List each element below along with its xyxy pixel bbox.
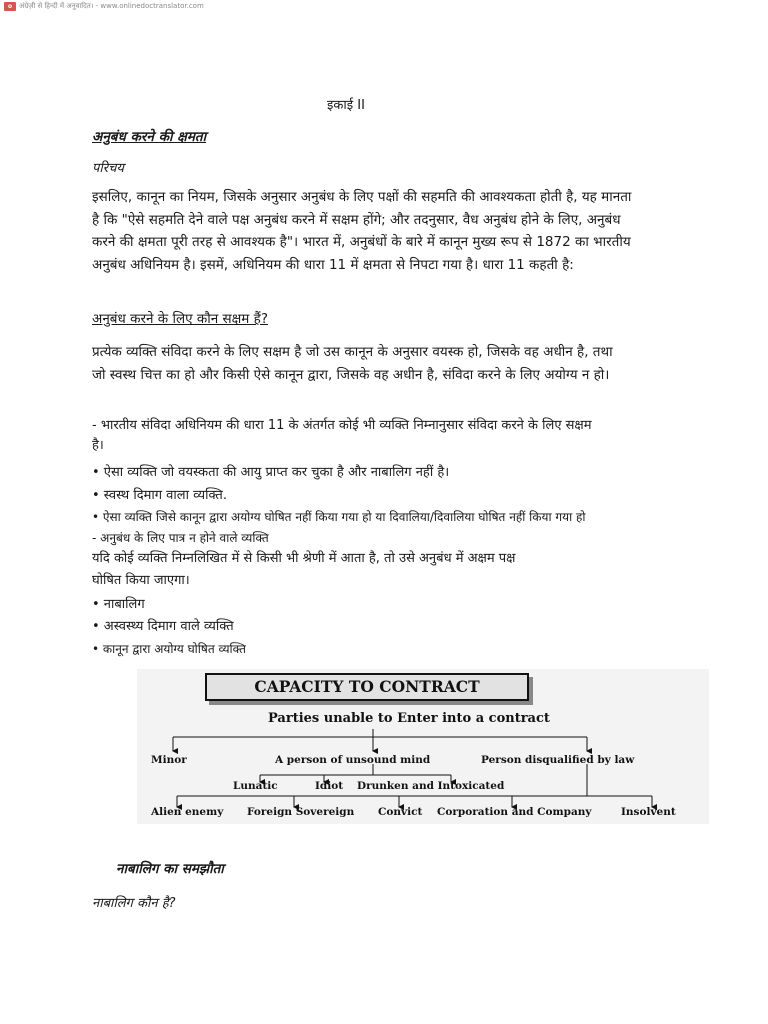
intro-line: है कि "ऐसे सहमति देने वाले पक्ष अनुबंध करने में सक्षम होंगे; और तदनुसार, वैध अनुबंध होने के लिए, अनुबंध: [92, 211, 621, 228]
banner-text: अंग्रेज़ी से हिन्दी में अनुवादित। - www.onlinedoctranslator.com: [19, 1, 204, 10]
node-drunken: Drunken and Intoxicated: [357, 780, 505, 792]
section11-line-cont: है।: [92, 438, 104, 453]
bullet-sound-mind: • स्वस्थ दिमाग वाला व्यक्ति.: [92, 488, 227, 503]
intro-label: परिचय: [92, 161, 124, 176]
question-who-is-minor: नाबालिग कौन है?: [92, 896, 176, 911]
translator-logo-icon: o: [4, 2, 16, 11]
bullet-unsound-mind: • अस्वस्थ्य दिमाग वाले व्यक्ति: [92, 619, 234, 634]
bullet-minor: • नाबालिग: [92, 597, 145, 612]
ineligible-persons-heading: - अनुबंध के लिए पात्र न होने वाले व्यक्ति: [92, 531, 269, 545]
intro-line: अनुबंध अधिनियम है। इसमें, अधिनियम की धारा 11 में क्षमता से निपटा गया है। धारा 11 कहती है:: [92, 256, 574, 273]
unit-title: इकाई II: [327, 98, 365, 113]
competence-paragraph: [92, 341, 672, 386]
incompetent-line: यदि कोई व्यक्ति निम्नलिखित में से किसी भी श्रेणी में आता है, तो उसे अनुबंध में अक्षम पक्ष: [92, 551, 516, 566]
diagram-title: CAPACITY TO CONTRACT: [205, 673, 529, 701]
section11-text: [92, 416, 682, 456]
node-foreign-sovereign: Foreign Sovereign: [247, 806, 355, 818]
node-insolvent: Insolvent: [621, 806, 676, 818]
intro-line: करने की क्षमता पूरी तरह से आवश्यक है"। भारत में, अनुबंधों के बारे में कानून मुख्य रूप से 1872 का भारतीय: [92, 234, 631, 250]
incompetent-paragraph: [92, 548, 515, 592]
diagram-subtitle: Parties unable to Enter into a contract: [268, 711, 550, 726]
competence-line: प्रत्येक व्यक्ति संविदा करने के लिए सक्षम है जो उस कानून के अनुसार वयस्क हो, जिसके वह अधीन है, तथा: [92, 344, 613, 360]
section-heading-who-competent: अनुबंध करने के लिए कौन सक्षम हैं?: [92, 311, 268, 327]
section11-line: - भारतीय संविदा अधिनियम की धारा 11 के अंतर्गत कोई भी व्यक्ति निम्नानुसार संविदा करने के लिए सक्षम: [92, 418, 592, 433]
bullet-not-disqualified: • ऐसा व्यक्ति जिसे कानून द्वारा अयोग्य घोषित नहीं किया गया हो या दिवालिया/दिवालिया घोषित नहीं किया गया हो: [92, 510, 586, 524]
intro-line: इसलिए, कानून का नियम, जिसके अनुसार अनुबंध के लिए पक्षों की सहमति की आवश्यकता होती है, यह मानता: [92, 189, 632, 205]
node-minor: Minor: [151, 754, 187, 766]
capacity-diagram: [137, 669, 709, 824]
node-disqualified-by-law: Person disqualified by law: [481, 754, 635, 766]
section-heading-minor-agreement: नाबालिग का समझौता: [116, 861, 224, 877]
incompetent-line: घोषित किया जाएगा।: [92, 573, 190, 588]
node-convict: Convict: [378, 806, 423, 818]
bullet-adult: • ऐसा व्यक्ति जो वयस्कता की आयु प्राप्त कर चुका है और नाबालिग नहीं है।: [92, 465, 450, 480]
intro-paragraph: [92, 186, 672, 276]
translator-banner[interactable]: [4, 0, 204, 12]
node-idiot: Idiot: [315, 780, 344, 792]
bullet-disqualified-by-law: • कानून द्वारा अयोग्य घोषित व्यक्ति: [92, 642, 246, 656]
node-corporation: Corporation and Company: [437, 806, 592, 818]
node-alien-enemy: Alien enemy: [151, 806, 224, 818]
section-heading-capacity: अनुबंध करने की क्षमता: [92, 129, 207, 145]
competence-line: जो स्वस्थ चित्त का हो और किसी ऐसे कानून द्वारा, जिसके वह अधीन है, संविदा करने के लिए अयोग्य न हो।: [92, 366, 610, 383]
node-lunatic: Lunatic: [233, 780, 278, 792]
node-unsound-mind: A person of unsound mind: [275, 754, 431, 766]
